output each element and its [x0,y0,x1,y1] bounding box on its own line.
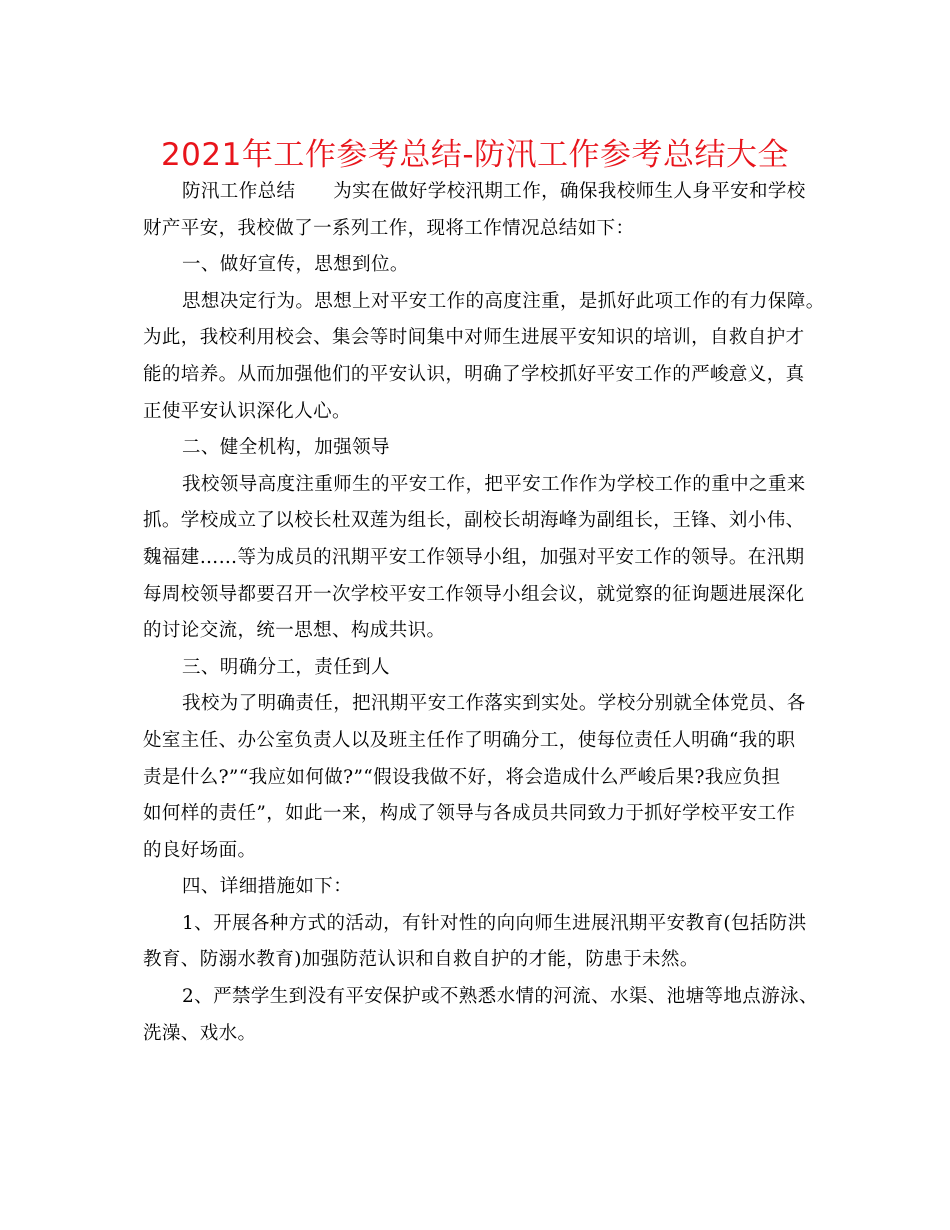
text-line: 我校领导高度注重师生的平安工作，把平安工作作为学校工作的重中之重来 [182,473,806,495]
text-line: 洗澡、戏水。 [143,1022,257,1044]
text-line: 如何样的责任”，如此一来，构成了领导与各成员共同致力于抓好学校平安工作 [143,803,796,825]
text-line: 三、明确分工，责任到人 [182,656,390,678]
text-line: 教育、防溺水教育)加强防范认识和自救自护的才能，防患于未然。 [143,949,699,971]
text-line: 二、健全机构，加强领导 [182,437,390,459]
text-line: 每周校领导都要召开一次学校平安工作领导小组会议，就觉察的征询题进展深化 [143,583,805,605]
text-line: 正使平安认识深化人心。 [143,400,351,422]
text-line: 能的培养。从而加强他们的平安认识，明确了学校抓好平安工作的严峻意义，真 [143,363,805,385]
text-line: 2、严禁学生到没有平安保护或不熟悉水情的河流、水渠、池塘等地点游泳、 [182,986,818,1008]
text-line: 为此，我校利用校会、集会等时间集中对师生进展平安知识的培训，自救自护才 [143,327,805,349]
text-line: 抓。学校成立了以校长杜双莲为组长，副校长胡海峰为副组长，王锋、刘小伟、 [143,510,805,532]
text-line: 防汛工作总结 为实在做好学校汛期工作，确保我校师生人身平安和学校 [182,181,806,202]
text-line: 责是什么?”“我应如何做?”“假设我做不好，将会造成什么严峻后果?我应负担 [143,766,781,788]
document-body [143,174,825,1052]
text-line: 1、开展各种方式的活动，有针对性的向向师生进展汛期平安教育(包括防洪 [182,912,807,934]
text-line: 一、做好宣传，思想到位。 [182,254,409,276]
text-line: 财产平安，我校做了一系列工作，现将工作情况总结如下： [143,217,635,239]
text-line: 四、详细措施如下： [182,876,353,898]
text-line: 的良好场面。 [143,839,257,861]
text-line: 魏福建……等为成员的汛期平安工作领导小组，加强对平安工作的领导。在汛期 [143,546,805,568]
text-line: 的讨论交流，统一思想、构成共识。 [143,620,446,642]
document-title: 2021年工作参考总结-防汛工作参考总结大全 [160,137,790,173]
text-line: 处室主任、办公室负责人以及班主任作了明确分工，使每位责任人明确“我的职 [143,729,796,751]
text-line: 我校为了明确责任，把汛期平安工作落实到实处。学校分别就全体党员、各 [182,693,806,715]
text-line: 思想决定行为。思想上对平安工作的高度注重，是抓好此项工作的有力保障。 [182,290,825,312]
